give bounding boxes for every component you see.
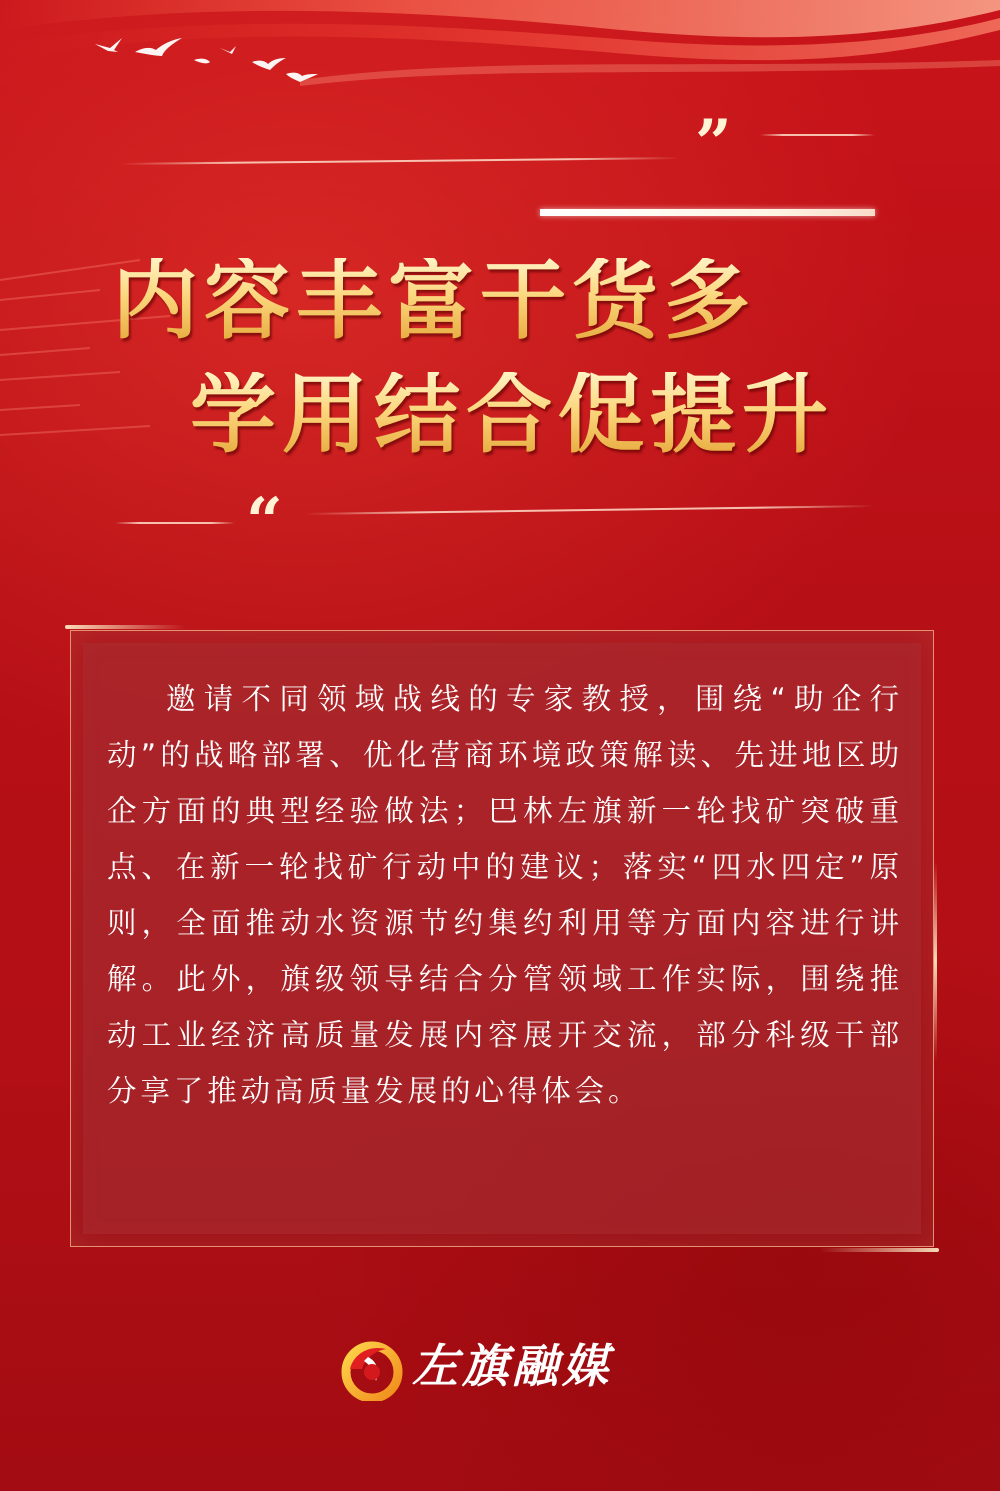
page-title-line-2: 学用结合促提升 [190,364,834,465]
divider-line [115,522,235,524]
highlight-bar [540,209,875,216]
opening-quote-mark: “ [246,484,283,559]
page-title-line-1: 内容丰富干货多 [112,250,756,351]
content-panel [70,630,934,1247]
closing-quote-mark: ” [695,106,732,181]
panel-glow [65,625,185,629]
divider-line [760,134,875,136]
brand-logo [340,1335,660,1405]
panel-glow [934,861,937,1061]
flying-birds-icon [90,30,320,90]
brand-name: 左旗融媒 [412,1339,612,1393]
brand-emblem-icon [340,1339,404,1401]
body-paragraph: 邀请不同领域战线的专家教授，围绕“助企行动”的战略部署、优化营商环境政策解读、先进地区助企方面的典型经验做法；巴林左旗新一轮找矿突破重点、在新一轮找矿行动中的建议；落实“四水四定”原则，全面推动水资源节约集约利用等方面内容进行讲解。此外，旗级领导结合分管领域工作实际，围绕推动工业经济高质量发展内容展开交流，部分科级干部分享了推动高质量发展的心得体会。 [107,682,903,1108]
panel-glow [819,1248,939,1252]
